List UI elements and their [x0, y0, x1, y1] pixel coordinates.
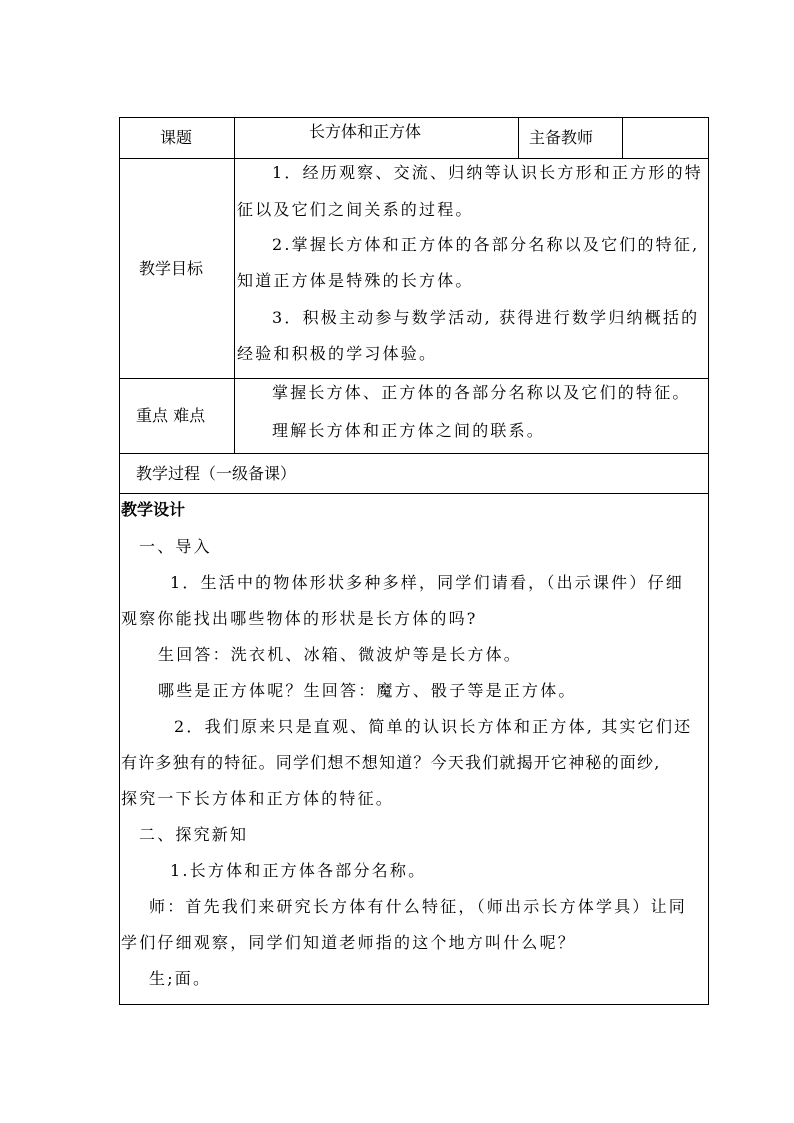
row-divider [119, 453, 709, 454]
design-title: 教学设计 [121, 500, 186, 519]
objective-line: 知道正方体是特殊的长方体。 [237, 271, 474, 290]
topic-label: 课题 [160, 128, 193, 147]
row-divider [119, 158, 709, 159]
topic-value: 长方体和正方体 [309, 122, 422, 141]
design-line: 学们仔细观察，同学们知道老师指的这个地方叫什么呢？ [121, 933, 577, 952]
design-line: 1．生活中的物体形状多种多样，同学们请看，（出示课件）仔细 [170, 573, 684, 592]
process-title: 教学过程（一级备课） [136, 464, 297, 483]
teacher-label: 主备教师 [529, 128, 594, 147]
row-divider [119, 378, 709, 379]
key-point-line: 理解长方体和正方体之间的联系。 [272, 421, 546, 440]
objectives-label: 教学目标 [139, 259, 204, 278]
design-line: 二、探究新知 [139, 825, 249, 844]
design-line: 一、导入 [139, 537, 212, 556]
objective-line: 3．积极主动参与数学活动, 获得进行数学归纳概括的 [272, 308, 700, 327]
column-divider [518, 117, 519, 158]
row-divider [119, 493, 709, 494]
design-line: 探究一下长方体和正方体的特征。 [121, 789, 395, 808]
column-divider [622, 117, 623, 158]
design-line: 1.长方体和正方体各部分名称。 [170, 861, 427, 880]
design-line: 师：首先我们来研究长方体有什么特征，（师出示长方体学具）让同 [149, 897, 688, 916]
key-points-label: 重点 难点 [136, 406, 206, 425]
design-line: 生回答：洗衣机、冰箱、微波炉等是长方体。 [158, 645, 523, 664]
design-line: 哪些是正方体呢？生回答：魔方、骰子等是正方体。 [158, 681, 577, 700]
design-line: 观察你能找出哪些物体的形状是长方体的吗? [121, 609, 478, 628]
key-point-line: 掌握长方体、正方体的各部分名称以及它们的特征。 [272, 383, 691, 402]
design-line: 有许多独有的特征。同学们想不想知道？今天我们就揭开它神秘的面纱, [121, 753, 661, 772]
objective-line: 征以及它们之间关系的过程。 [237, 200, 474, 219]
design-line: 生;面。 [149, 969, 212, 988]
objective-line: 1．经历观察、交流、归纳等认识长方形和正方形的特 [272, 163, 703, 182]
objective-line: 2.掌握长方体和正方体的各部分名称以及它们的特征, [272, 235, 700, 254]
column-divider [234, 117, 235, 453]
design-line: 2．我们原来只是直观、简单的认识长方体和正方体, 其实它们还 [174, 717, 693, 736]
objective-line: 经验和积极的学习体验。 [237, 344, 438, 363]
